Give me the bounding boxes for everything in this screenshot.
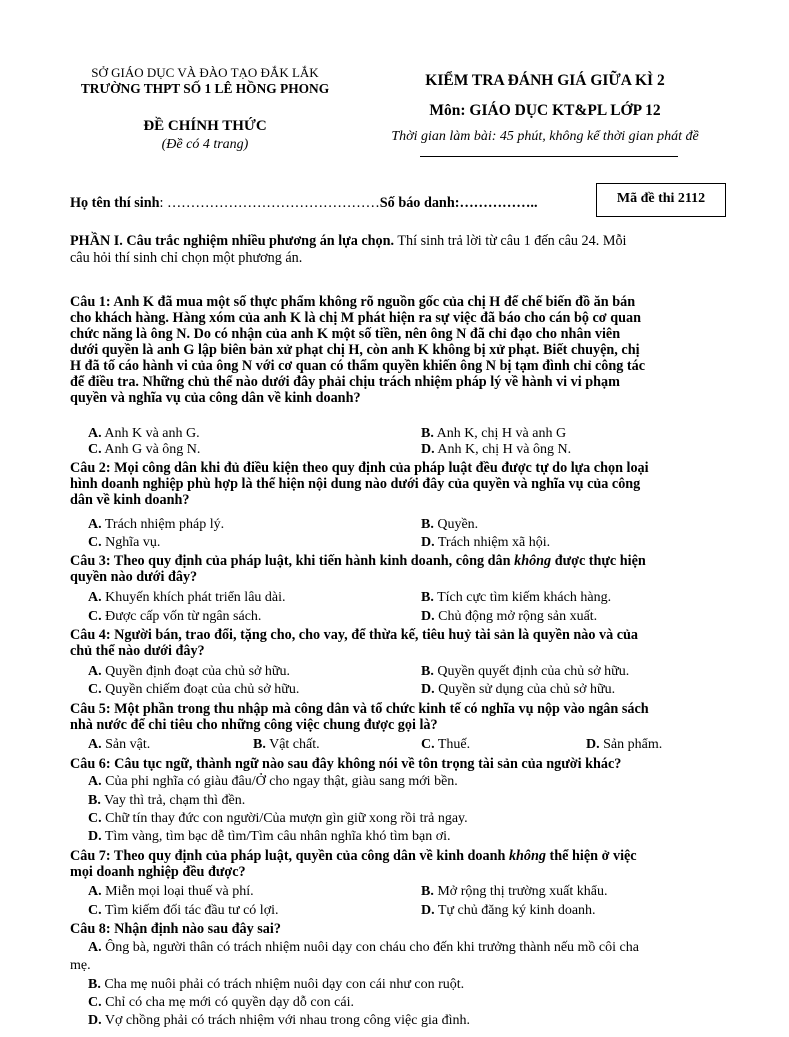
subject-title: Môn: GIÁO DỤC KT&PL LỚP 12 (429, 102, 661, 119)
question-line: để điều tra. Những chủ thể nào dưới đây phải chịu trách nhiệm pháp lý về hành vi vi phạm (70, 374, 620, 390)
q5-option-b[interactable]: B. Vật chất. (253, 737, 320, 752)
question-line: Câu 1: Anh K đã mua một số thực phẩm không rõ nguồn gốc của chị H để chế biến đồ ăn bán (70, 294, 636, 310)
q2-option-d[interactable]: D. Trách nhiệm xã hội. (421, 535, 551, 550)
question-7 (70, 848, 715, 880)
part1-instruction-2: câu hỏi thí sinh chỉ chọn một phương án. (70, 250, 303, 266)
q5-option-c[interactable]: C. Thuế. (421, 737, 471, 752)
q2-option-b[interactable]: B. Quyền. (421, 517, 479, 532)
question-line: Câu 4: Người bán, trao đổi, tặng cho, cho vay, để thừa kế, tiêu huỷ tài sản là quyền nào và của (70, 627, 639, 643)
student-info-row (70, 195, 537, 212)
exam-code-box (596, 183, 726, 217)
q1-option-d[interactable]: D. Anh K, chị H và ông N. (421, 442, 572, 457)
header-divider (420, 156, 678, 157)
q6-option-d[interactable]: D. Tìm vàng, tìm bạc dễ tìm/Tìm câu nhân nghĩa khó tìm bạn ơi. (88, 829, 451, 844)
question-4 (70, 627, 715, 659)
question-line: cho khách hàng. Hàng xóm của anh K là chị M phát hiện ra sự việc đã báo cho cán bộ cơ quan (70, 310, 641, 326)
q1-option-b[interactable]: B. Anh K, chị H và anh G (421, 426, 567, 441)
question-1 (70, 294, 715, 406)
school-name: TRƯỜNG THPT SỐ 1 LÊ HỒNG PHONG (80, 81, 330, 96)
part1-instructions (70, 233, 715, 267)
question-line: Câu 2: Mọi công dân khi đủ điều kiện theo quy định của pháp luật đều được tự do lựa chọn loại (70, 460, 649, 476)
question-8 (70, 921, 715, 937)
q4-option-c[interactable]: C. Quyền chiếm đoạt của chủ sở hữu. (88, 682, 300, 697)
question-5 (70, 701, 715, 733)
student-name-label: Họ tên thí sinh (70, 195, 160, 211)
question-line: Câu 7: Theo quy định của pháp luật, quyền của công dân về kinh doanh không thể hiện ở việc (70, 848, 637, 864)
emphasis-word: không (508, 848, 546, 864)
time-allowed: Thời gian làm bài: 45 phút, không kể thời gian phát đề (391, 129, 699, 144)
official-label: ĐỀ CHÍNH THỨC (143, 118, 267, 134)
q1-option-c[interactable]: C. Anh G và ông N. (88, 442, 201, 457)
question-6 (70, 756, 715, 772)
exam-title: KIỂM TRA ĐÁNH GIÁ GIỮA KÌ 2 (425, 72, 665, 89)
q5-option-a[interactable]: A. Sản vật. (88, 737, 151, 752)
q4-option-a[interactable]: A. Quyền định đoạt của chủ sở hữu. (88, 664, 291, 679)
page-count: (Đề có 4 trang) (161, 137, 249, 152)
question-2 (70, 460, 715, 508)
q5-option-d[interactable]: D. Sản phẩm. (586, 737, 663, 752)
q4-option-b[interactable]: B. Quyền quyết định của chủ sở hữu. (421, 664, 630, 679)
question-line: quyền nào dưới đây? (70, 569, 198, 585)
part1-title: PHẦN I. Câu trắc nghiệm nhiều phương án lựa chọn. (70, 233, 395, 249)
q2-option-c[interactable]: C. Nghĩa vụ. (88, 535, 161, 550)
question-line: chức năng là ông N. Do có nhận của anh K một số tiền, nên ông N đã chỉ đạo cho nhân viên (70, 326, 621, 342)
question-line: Câu 8: Nhận định nào sau đây sai? (70, 921, 281, 937)
q2-option-a[interactable]: A. Trách nhiệm pháp lý. (88, 517, 225, 532)
question-line: Câu 5: Một phần trong thu nhập mà công dân và tổ chức kinh tế có nghĩa vụ nộp vào ngân sách (70, 701, 649, 717)
question-line: dưới quyền là anh G lập biên bản xử phạt chị H, còn anh K không bị xử phạt. Biết chuyện, chị (70, 342, 640, 358)
q7-option-d[interactable]: D. Tự chủ đăng ký kinh doanh. (421, 903, 596, 918)
q7-option-a[interactable]: A. Miễn mọi loại thuế và phí. (88, 884, 254, 899)
q6-option-c[interactable]: C. Chữ tín thay đức con người/Của mượn gìn giữ xong rồi trả ngay. (88, 811, 468, 826)
q8-option-b[interactable]: B. Cha mẹ nuôi phải có trách nhiệm nuôi dạy con cái như con ruột. (88, 977, 465, 992)
question-line: H đã tố cáo hành vi của ông N với cơ quan có thẩm quyền khiến ông N bị tạm đình chỉ công tác (70, 358, 646, 374)
q3-option-d[interactable]: D. Chủ động mở rộng sản xuất. (421, 609, 598, 624)
q6-option-a[interactable]: A. Của phi nghĩa có giàu đâu/Ở cho ngay thật, giàu sang mới bền. (88, 774, 458, 789)
question-line: dân về kinh doanh? (70, 492, 190, 508)
question-line: Câu 6: Câu tục ngữ, thành ngữ nào sau đây không nói về tôn trọng tài sản của người khác? (70, 756, 622, 772)
q3-option-b[interactable]: B. Tích cực tìm kiếm khách hàng. (421, 590, 612, 605)
question-3 (70, 553, 715, 585)
exam-code: Mã đề thi 2112 (616, 191, 706, 206)
q4-option-d[interactable]: D. Quyền sử dụng của chủ sở hữu. (421, 682, 616, 697)
q8-option-d[interactable]: D. Vợ chồng phải có trách nhiệm với nhau trong công việc gia đình. (88, 1013, 470, 1028)
student-id-label: Số báo danh: (379, 195, 460, 211)
q3-option-a[interactable]: A. Khuyến khích phát triển lâu dài. (88, 590, 286, 605)
q1-option-a[interactable]: A. Anh K và anh G. (88, 426, 200, 441)
question-line: quyền và nghĩa vụ của công dân về kinh doanh? (70, 390, 361, 406)
question-line: Câu 3: Theo quy định của pháp luật, khi tiến hành kinh doanh, công dân không được thực hiện (70, 553, 646, 569)
q8-option-a-continued: mẹ. (70, 958, 91, 973)
department-name: SỞ GIÁO DỤC VÀ ĐÀO TẠO ĐẮK LẮK (91, 65, 319, 80)
q7-option-b[interactable]: B. Mở rộng thị trường xuất khẩu. (421, 884, 608, 899)
question-line: mọi doanh nghiệp đều được? (70, 864, 246, 880)
question-line: nhà nước để chi tiêu cho những công việc chung được gọi là? (70, 717, 438, 733)
q8-option-a[interactable]: A. Ông bà, người thân có trách nhiệm nuôi dạy con cháu cho đến khi trưởng thành nếu mồ côi cha (88, 940, 639, 955)
question-line: chủ thể nào dưới đây? (70, 643, 205, 659)
student-name-field[interactable]: : ……………………………………… (159, 195, 380, 211)
q3-option-c[interactable]: C. Được cấp vốn từ ngân sách. (88, 609, 262, 624)
part1-instruction-1: Thí sinh trả lời từ câu 1 đến câu 24. Mỗi (394, 233, 627, 249)
question-line: hình doanh nghiệp phù hợp là thể hiện nội dung nào dưới đây của quyền và nghĩa vụ của công (70, 476, 641, 492)
emphasis-word: không (514, 553, 552, 569)
q8-option-c[interactable]: C. Chỉ có cha mẹ mới có quyền dạy dỗ con cái. (88, 995, 354, 1010)
q7-option-c[interactable]: C. Tìm kiếm đối tác đầu tư có lợi. (88, 903, 279, 918)
q6-option-b[interactable]: B. Vay thì trả, chạm thì đền. (88, 793, 246, 808)
student-id-field[interactable]: …………….. (459, 195, 538, 211)
